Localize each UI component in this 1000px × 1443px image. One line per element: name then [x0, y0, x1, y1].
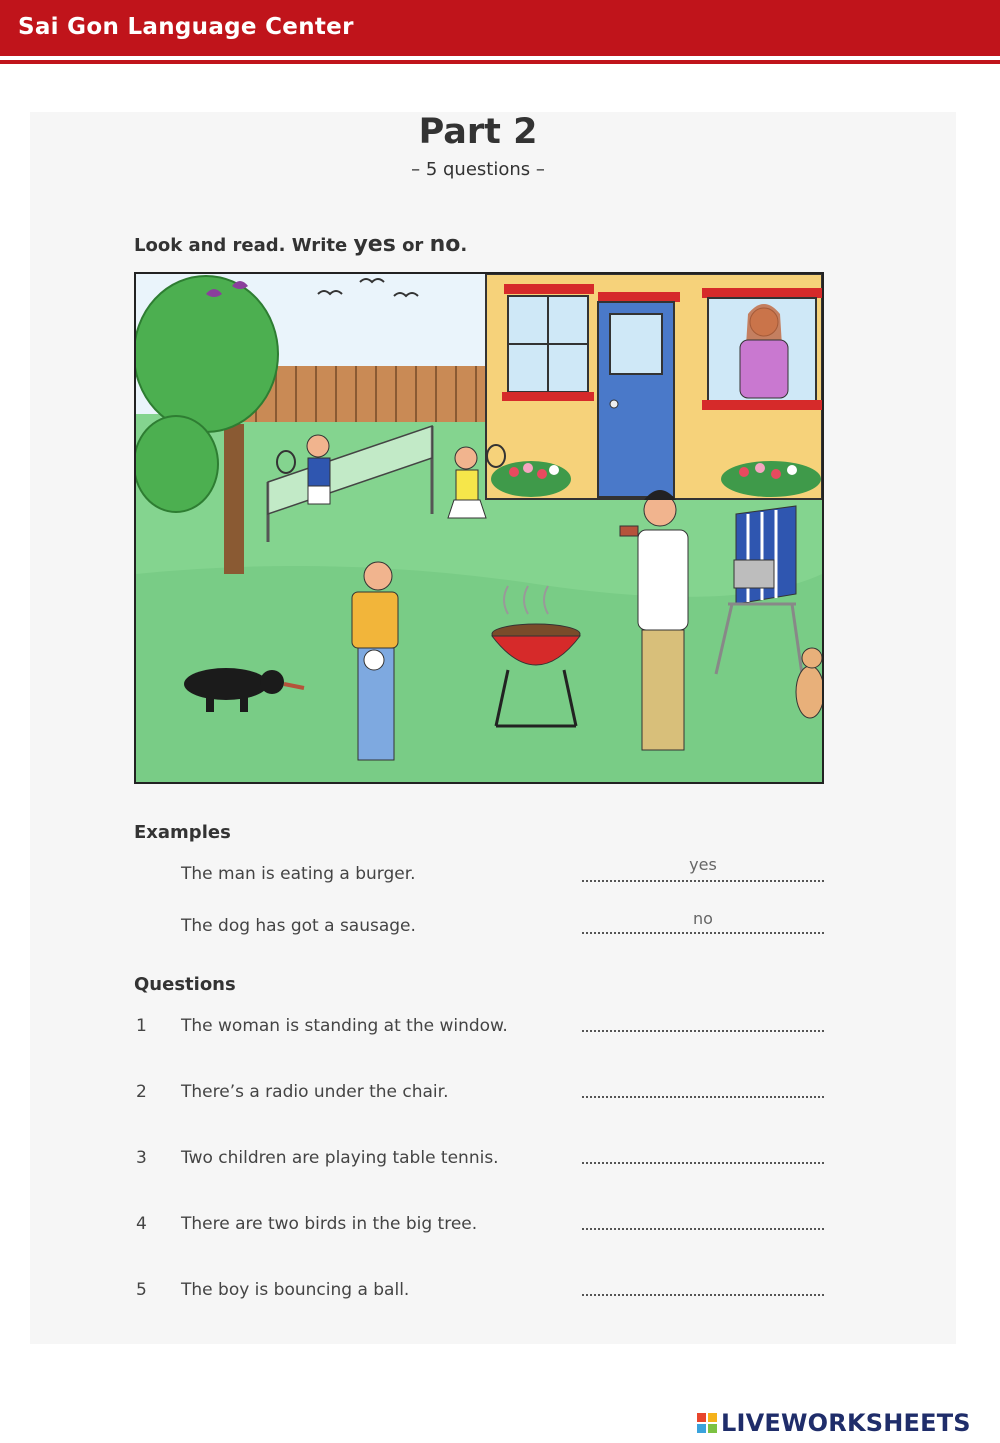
liveworksheets-logo[interactable]: [697, 1408, 971, 1438]
example-answer: yes: [689, 855, 717, 874]
header-divider: [0, 60, 1000, 64]
question-sentence: There are two birds in the big tree.: [181, 1214, 478, 1234]
question-3-answer-field[interactable]: [582, 1162, 824, 1164]
instruction-text-after: .: [460, 235, 468, 256]
radio: [734, 560, 774, 588]
liveworksheets-brand: LIVEWORKSHEETS: [721, 1409, 971, 1437]
boy-with-ball: [352, 562, 398, 760]
question-number: 2: [136, 1082, 147, 1102]
example-answer: no: [693, 909, 713, 928]
part-subtitle: – 5 questions –: [411, 159, 545, 180]
question-4-answer-field[interactable]: [582, 1228, 824, 1230]
question-number: 1: [136, 1016, 147, 1036]
question-number: 5: [136, 1280, 147, 1300]
examples-label: Examples: [134, 822, 231, 843]
garden-scene-svg: [136, 274, 822, 782]
question-sentence: The woman is standing at the window.: [181, 1016, 508, 1036]
center-name: Sai Gon Language Center: [18, 14, 354, 40]
part-title: Part 2: [418, 112, 538, 152]
instruction-text-before: Look and read. Write: [134, 235, 354, 256]
instruction: [134, 232, 467, 257]
example-answer-line: [582, 880, 824, 882]
question-sentence: The boy is bouncing a ball.: [181, 1280, 410, 1300]
garden-scene-illustration: [134, 272, 824, 784]
question-5-answer-field[interactable]: [582, 1294, 824, 1296]
liveworksheets-icon: [697, 1413, 717, 1433]
questions-label: Questions: [134, 974, 236, 995]
example-sentence: The dog has got a sausage.: [181, 916, 416, 936]
question-sentence: Two children are playing table tennis.: [181, 1148, 499, 1168]
question-number: 4: [136, 1214, 147, 1234]
instruction-word-yes: yes: [353, 232, 396, 257]
example-answer-line: [582, 932, 824, 934]
instruction-word-no: no: [429, 232, 461, 257]
instruction-text-middle: or: [395, 235, 430, 256]
question-sentence: There’s a radio under the chair.: [181, 1082, 449, 1102]
header-bar: [0, 0, 1000, 56]
question-2-answer-field[interactable]: [582, 1096, 824, 1098]
example-sentence: The man is eating a burger.: [181, 864, 416, 884]
question-number: 3: [136, 1148, 147, 1168]
question-1-answer-field[interactable]: [582, 1030, 824, 1032]
